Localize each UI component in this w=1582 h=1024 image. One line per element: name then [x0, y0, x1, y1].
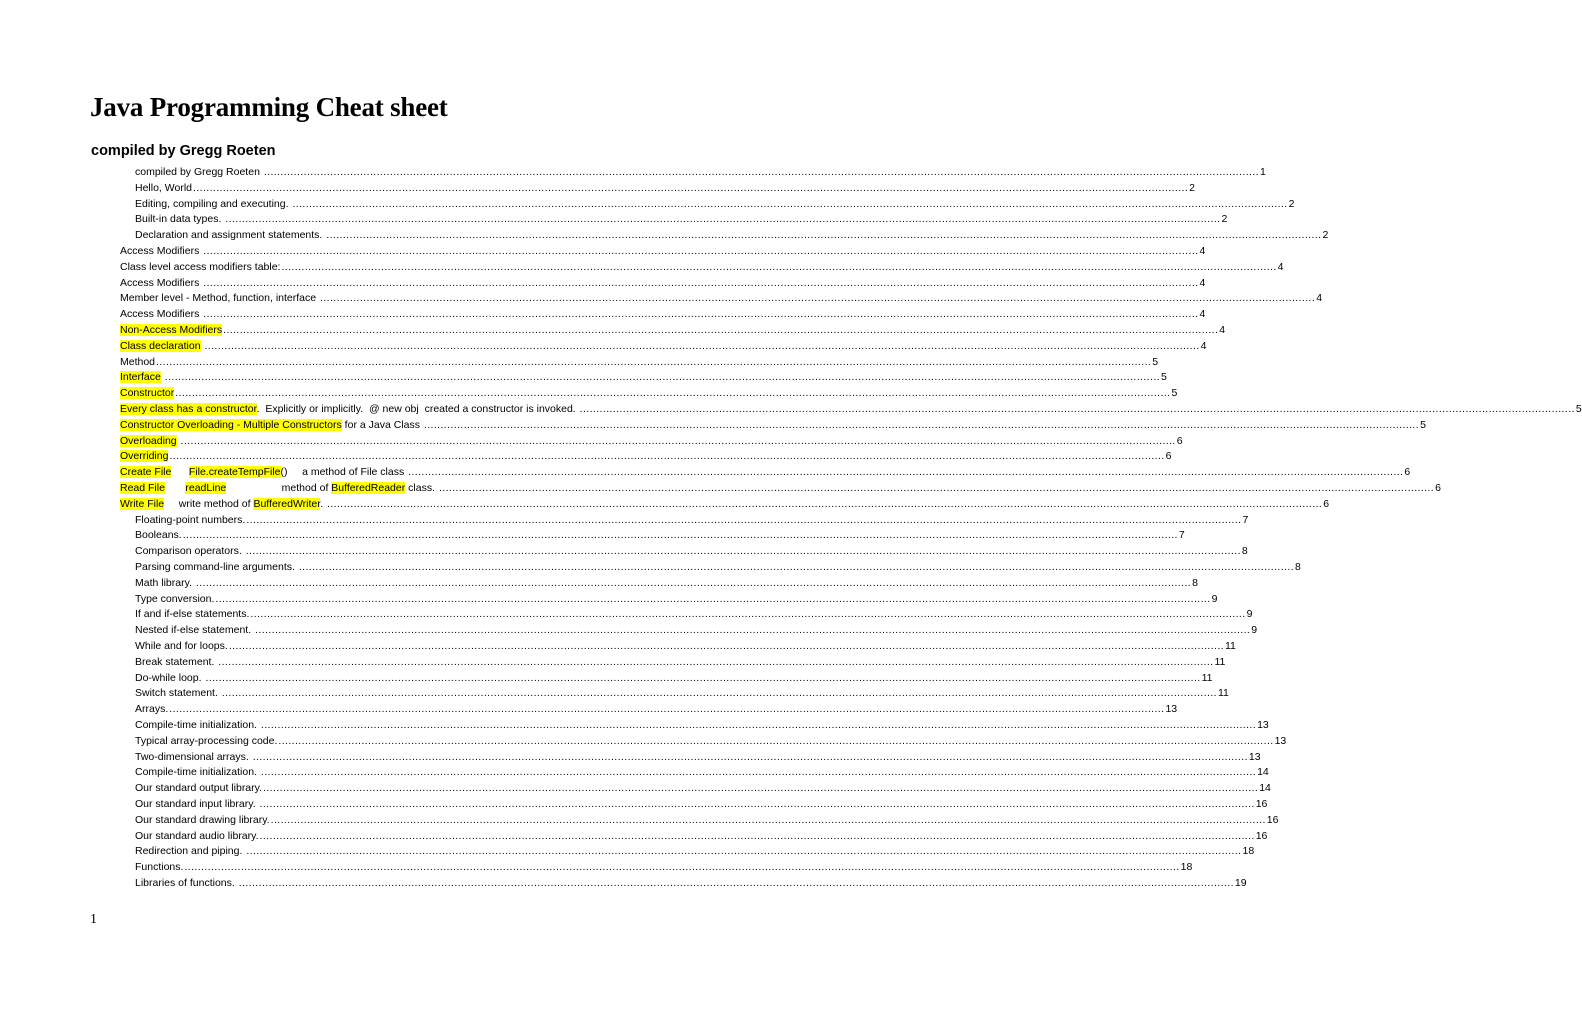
toc-entry-page: 8 — [1192, 576, 1198, 589]
toc-entry-title — [135, 228, 325, 244]
toc-dot-leader: ............................................................................................................................................................................................................................................................................................................ — [438, 482, 1435, 494]
toc-dot-leader: ............................................................................................................................................................................................................................................................................................................ — [238, 877, 1234, 889]
toc-entry-page: 5 — [1152, 355, 1159, 368]
toc-entry-title — [120, 291, 319, 307]
toc-dot-leader: ............................................................................................................................................................................................................................................................................................................ — [260, 766, 1257, 779]
toc-entry-page: 6 — [1323, 497, 1330, 510]
toc-entry-text: Hello, World — [135, 181, 192, 194]
toc-entry-text: Access Modifiers — [120, 308, 203, 321]
toc-dot-leader: ............................................................................................................................................................................................................................................................................................................ — [245, 545, 1241, 558]
toc-entry-title — [135, 181, 192, 197]
toc-entry-text: Our standard input library. — [135, 798, 259, 810]
toc-entry[interactable] — [135, 860, 1193, 876]
toc-entry-page: 13 — [1274, 734, 1287, 747]
toc-dot-leader: ............................................................................................................................................................................................................................................................................................................ — [228, 640, 1224, 652]
toc-entry-page: 5 — [1420, 418, 1426, 431]
toc-entry[interactable] — [120, 323, 1226, 339]
toc-entry-title — [135, 576, 195, 592]
toc-dot-leader: ............................................................................................................................................................................................................................................................................................................ — [156, 355, 1152, 368]
toc-entry-title — [135, 513, 245, 529]
toc-entry-page: 4 — [1199, 308, 1206, 321]
toc-entry[interactable] — [120, 339, 1207, 355]
toc-dot-leader: ............................................................................................................................................................................................................................................................................................................ — [326, 229, 1322, 242]
toc-entry[interactable] — [120, 244, 1206, 260]
toc-entry[interactable] — [120, 370, 1167, 386]
toc-entry[interactable] — [135, 639, 1236, 655]
toc-entry-text: Booleans. — [135, 529, 182, 542]
toc-entry-page: 4 — [1199, 276, 1206, 289]
toc-entry[interactable] — [135, 655, 1226, 671]
toc-entry-page: 2 — [1221, 213, 1228, 226]
toc-dot-leader: ............................................................................................................................................................................................................................................................................................................ — [270, 813, 1266, 826]
toc-entry-page: 5 — [1575, 403, 1582, 415]
toc-entry-highlighted-text: Overloading — [120, 434, 177, 447]
toc-entry-title — [120, 449, 168, 465]
toc-entry-text: class. — [405, 482, 438, 494]
toc-entry-text: Switch statement. — [135, 687, 221, 700]
toc-entry-title — [120, 370, 164, 386]
toc-entry-title — [135, 639, 228, 655]
toc-entry-text: Class level access modifiers table: — [120, 260, 281, 273]
toc-entry-title — [120, 355, 155, 371]
toc-entry-title — [120, 434, 180, 450]
toc-dot-leader: ............................................................................................................................................................................................................................................................................................................ — [252, 750, 1248, 763]
toc-dot-leader: ............................................................................................................................................................................................................................................................................................................ — [278, 734, 1274, 747]
toc-dot-leader: ............................................................................................................................................................................................................................................................................................................ — [175, 387, 1171, 400]
toc-entry-text: Access Modifiers — [120, 245, 203, 257]
toc-entry[interactable] — [135, 197, 1295, 213]
toc-dot-leader: ............................................................................................................................................................................................................................................................................................................ — [255, 624, 1251, 637]
toc-entry-text: Floating-point numbers. — [135, 513, 246, 526]
toc-dot-leader: ............................................................................................................................................................................................................................................................................................................ — [195, 576, 1192, 589]
toc-entry-text: Libraries of functions. — [135, 877, 238, 889]
toc-entry-text: Method — [120, 355, 156, 368]
toc-entry-title — [135, 592, 214, 608]
page-title: Java Programming Cheat sheet — [90, 92, 448, 122]
toc-entry-highlighted-text: BufferedReader — [331, 482, 406, 494]
toc-entry-page: 7 — [1178, 529, 1185, 542]
toc-entry-page: 4 — [1199, 245, 1206, 257]
toc-dot-leader: ............................................................................................................................................................................................................................................................................................................ — [298, 561, 1294, 573]
toc-entry[interactable] — [120, 465, 1411, 481]
toc-entry-text: Access Modifiers — [120, 276, 203, 289]
toc-entry-text — [165, 482, 185, 494]
toc-entry-title — [135, 655, 217, 671]
toc-entry-highlighted-text: Create File — [120, 466, 172, 479]
toc-dot-leader: ............................................................................................................................................................................................................................................................................................................ — [221, 687, 1217, 700]
toc-entry-text: Editing, compiling and executing. — [135, 197, 292, 210]
toc-entry-highlighted-text: Overriding — [120, 450, 169, 463]
toc-entry[interactable] — [135, 576, 1198, 592]
toc-dot-leader: ............................................................................................................................................................................................................................................................................................................ — [408, 466, 1404, 479]
toc-entry-page: 2 — [1189, 181, 1196, 194]
toc-entry-page: 18 — [1242, 845, 1255, 858]
toc-entry-text: Two-dimensional arrays. — [135, 750, 252, 763]
toc-entry[interactable] — [135, 513, 1249, 529]
toc-entry-title — [135, 623, 254, 639]
toc-entry-page: 14 — [1259, 782, 1271, 795]
toc-entry-page: 2 — [1322, 229, 1329, 242]
toc-entry-title — [120, 244, 202, 260]
toc-entry-title — [120, 465, 407, 481]
toc-dot-leader: ............................................................................................................................................................................................................................................................................................................ — [223, 324, 1219, 336]
toc-entry-title — [135, 813, 270, 829]
toc-entry-title — [120, 339, 203, 355]
toc-entry-page: 1 — [1260, 166, 1266, 178]
toc-entry[interactable] — [120, 418, 1426, 434]
toc-entry[interactable] — [120, 497, 1330, 513]
toc-entry[interactable] — [120, 481, 1441, 497]
toc-entry-highlighted-text: Every class has a constructor — [120, 403, 257, 415]
toc-entry-page: 13 — [1165, 703, 1178, 716]
toc-entry-title — [120, 260, 280, 276]
toc-entry-text: Math library. — [135, 576, 195, 589]
toc-entry-highlighted-text: readLine — [185, 482, 227, 494]
page-subtitle: compiled by Gregg Roeten — [91, 143, 276, 159]
toc-entry[interactable] — [135, 165, 1266, 181]
toc-entry[interactable] — [135, 607, 1253, 623]
toc-entry-title — [135, 734, 277, 750]
toc-entry[interactable] — [135, 623, 1258, 639]
toc-entry-text: Break statement. — [135, 655, 218, 668]
toc-entry-text: () a method of File class — [280, 466, 408, 479]
toc-entry-text — [177, 435, 180, 447]
toc-entry[interactable] — [135, 181, 1196, 197]
toc-entry[interactable] — [120, 402, 1582, 418]
toc-entry[interactable] — [135, 781, 1271, 797]
toc-entry-title — [135, 797, 259, 813]
toc-entry-page: 5 — [1171, 387, 1178, 400]
toc-entry-title — [120, 276, 202, 292]
toc-entry-page: 16 — [1255, 798, 1268, 810]
toc-entry-text: Declaration and assignment statements. — [135, 229, 326, 242]
toc-entry-page: 8 — [1241, 545, 1248, 558]
toc-entry-page: 11 — [1214, 655, 1226, 668]
toc-entry-title — [135, 671, 204, 687]
toc-entry-page: 16 — [1266, 813, 1279, 826]
toc-entry-title — [135, 544, 245, 560]
toc-dot-leader: ............................................................................................................................................................................................................................................................................................................ — [169, 450, 1165, 463]
toc-entry-page: 9 — [1246, 608, 1253, 621]
toc-dot-leader: ............................................................................................................................................................................................................................................................................................................ — [263, 166, 1259, 178]
toc-entry-title — [120, 386, 174, 402]
toc-entry[interactable] — [135, 528, 1185, 544]
toc-entry-page: 4 — [1219, 324, 1226, 336]
toc-dot-leader: ............................................................................................................................................................................................................................................................................................................ — [423, 418, 1420, 431]
toc-dot-leader: ............................................................................................................................................................................................................................................................................................................ — [281, 260, 1277, 273]
toc-entry-page: 4 — [1277, 260, 1284, 273]
toc-entry-text: method of — [226, 482, 332, 494]
toc-entry-page: 9 — [1211, 592, 1218, 605]
toc-entry-title — [135, 844, 245, 860]
toc-entry-text: compiled by Gregg Roeten — [135, 166, 263, 178]
toc-dot-leader: ............................................................................................................................................................................................................................................................................................................ — [164, 371, 1160, 384]
toc-entry-text: for a Java Class — [341, 418, 423, 431]
toc-dot-leader: ............................................................................................................................................................................................................................................................................................................ — [260, 719, 1257, 731]
toc-entry-title — [135, 829, 259, 845]
toc-entry-title — [135, 560, 298, 576]
toc-entry-title — [135, 686, 221, 702]
toc-entry-text: Redirection and piping. — [135, 845, 246, 858]
toc-entry-text: Member level - Method, function, interface — [120, 292, 320, 305]
toc-dot-leader: ............................................................................................................................................................................................................................................................................................................ — [203, 308, 1199, 321]
toc-entry-title — [120, 418, 423, 434]
toc-entry-title — [135, 765, 260, 781]
toc-entry-page: 2 — [1288, 197, 1295, 210]
toc-entry-page: 6 — [1176, 434, 1183, 447]
toc-entry-title — [135, 718, 260, 734]
toc-entry-page: 4 — [1200, 339, 1207, 352]
toc-entry-page: 5 — [1160, 371, 1167, 384]
toc-entry-text: While and for loops. — [135, 640, 228, 652]
toc-entry-text: Our standard drawing library. — [135, 813, 270, 826]
toc-entry-page: 4 — [1316, 292, 1323, 305]
toc-entry[interactable] — [120, 449, 1172, 465]
toc-entry[interactable] — [135, 813, 1279, 829]
toc-entry-text: . — [320, 497, 327, 510]
toc-entry-title — [135, 702, 168, 718]
toc-entry[interactable] — [135, 734, 1287, 750]
toc-dot-leader: ............................................................................................................................................................................................................................................................................................................ — [203, 245, 1199, 257]
toc-dot-leader: ............................................................................................................................................................................................................................................................................................................ — [218, 655, 1214, 668]
toc-entry-highlighted-text: Class declaration — [120, 339, 201, 352]
toc-entry[interactable] — [120, 386, 1178, 402]
toc-dot-leader: ............................................................................................................................................................................................................................................................................................................ — [169, 703, 1165, 716]
toc-dot-leader: ............................................................................................................................................................................................................................................................................................................ — [259, 798, 1255, 810]
toc-entry-title — [135, 750, 252, 766]
toc-dot-leader: ............................................................................................................................................................................................................................................................................................................ — [225, 213, 1221, 226]
toc-dot-leader: ............................................................................................................................................................................................................................................................................................................ — [327, 497, 1323, 510]
toc-entry-page: 19 — [1234, 877, 1247, 889]
toc-dot-leader: ............................................................................................................................................................................................................................................................................................................ — [259, 829, 1255, 842]
toc-entry-text: Compile-time initialization. — [135, 766, 260, 779]
toc-entry-highlighted-text: Non-Access Modifiers — [120, 324, 223, 336]
toc-entry[interactable] — [135, 765, 1269, 781]
toc-dot-leader: ............................................................................................................................................................................................................................................................................................................ — [193, 181, 1189, 194]
toc-entry-title — [135, 607, 249, 623]
toc-entry-text: . Explicitly or implicitly. @ new obj created a constructor is invoked. — [256, 403, 579, 415]
toc-entry[interactable] — [135, 212, 1228, 228]
toc-entry-title — [120, 402, 579, 418]
toc-entry[interactable] — [120, 291, 1323, 307]
toc-entry-page: 6 — [1165, 450, 1172, 463]
toc-entry-title — [135, 860, 183, 876]
toc-entry-text: Comparison operators. — [135, 545, 245, 558]
toc-entry[interactable] — [135, 797, 1268, 813]
toc-entry-title — [135, 165, 263, 181]
toc-entry[interactable] — [135, 686, 1229, 702]
toc-entry-page: 11 — [1217, 687, 1229, 700]
toc-entry-page: 7 — [1242, 513, 1249, 526]
toc-dot-leader: ............................................................................................................................................................................................................................................................................................................ — [215, 592, 1211, 605]
toc-entry-text: Type conversion. — [135, 592, 215, 605]
toc-entry-text — [171, 466, 189, 478]
toc-entry-page: 8 — [1295, 561, 1301, 573]
toc-entry-highlighted-text: Interface — [120, 371, 161, 384]
toc-dot-leader: ............................................................................................................................................................................................................................................................................................................ — [250, 608, 1246, 621]
toc-entry[interactable] — [135, 560, 1301, 576]
toc-entry-highlighted-text: Write File — [120, 497, 165, 510]
page-number: 1 — [90, 912, 97, 927]
toc-dot-leader: ............................................................................................................................................................................................................................................................................................................ — [184, 861, 1180, 874]
toc-entry-text: Our standard audio library. — [135, 829, 259, 842]
toc-dot-leader: ............................................................................................................................................................................................................................................................................................................ — [246, 845, 1242, 858]
toc-entry-page: 6 — [1435, 482, 1441, 494]
toc-entry-title — [120, 481, 438, 497]
toc-entry[interactable] — [120, 355, 1159, 371]
toc-entry-text: Nested if-else statement. — [135, 624, 255, 637]
toc-entry-highlighted-text: File.createTempFile — [188, 466, 281, 479]
toc-entry-text: Typical array-processing code. — [135, 734, 278, 747]
toc-entry-text: Functions. — [135, 861, 184, 874]
toc-dot-leader: ............................................................................................................................................................................................................................................................................................................ — [180, 434, 1176, 447]
toc-entry[interactable] — [135, 671, 1213, 687]
toc-entry[interactable] — [135, 750, 1261, 766]
toc-entry-text: If and if-else statements. — [135, 608, 250, 621]
toc-entry-text: Compile-time initialization. — [135, 719, 260, 731]
toc-entry[interactable] — [135, 702, 1178, 718]
toc-entry-page: 9 — [1251, 624, 1258, 637]
toc-entry[interactable] — [120, 276, 1206, 292]
toc-entry[interactable] — [135, 876, 1247, 892]
toc-entry-title — [135, 528, 182, 544]
toc-entry[interactable] — [135, 844, 1255, 860]
toc-entry-text: Do-while loop. — [135, 671, 205, 684]
toc-entry-text: Parsing command-line arguments. — [135, 561, 298, 573]
toc-dot-leader: ............................................................................................................................................................................................................................................................................................................ — [263, 782, 1259, 795]
toc-entry[interactable] — [135, 829, 1268, 845]
toc-dot-leader: ............................................................................................................................................................................................................................................................................................................ — [204, 339, 1200, 352]
toc-entry-highlighted-text: Read File — [120, 482, 165, 494]
toc-dot-leader: ............................................................................................................................................................................................................................................................................................................ — [182, 529, 1178, 542]
toc-entry-page: 11 — [1224, 640, 1236, 652]
toc-entry-highlighted-text: Constructor — [120, 387, 175, 400]
toc-entry-text — [201, 340, 204, 352]
toc-entry-page: 14 — [1257, 766, 1269, 779]
toc-entry-page: 6 — [1404, 466, 1411, 479]
toc-entry-title — [135, 212, 224, 228]
toc-entry-page: 13 — [1257, 719, 1269, 731]
toc-entry[interactable] — [135, 544, 1248, 560]
toc-entry-text: Our standard output library. — [135, 782, 263, 795]
toc-dot-leader: ............................................................................................................................................................................................................................................................................................................ — [205, 671, 1201, 684]
toc-entry-text: write method of — [164, 497, 254, 510]
toc-dot-leader: ............................................................................................................................................................................................................................................................................................................ — [579, 403, 1575, 415]
toc-dot-leader: ............................................................................................................................................................................................................................................................................................................ — [320, 292, 1316, 305]
toc-entry-title — [135, 876, 238, 892]
toc-entry-highlighted-text: Constructor Overloading - Multiple Constructors — [120, 418, 342, 431]
toc-entry-page: 16 — [1255, 829, 1268, 842]
toc-entry-title — [120, 323, 222, 339]
toc-entry-page: 18 — [1180, 861, 1193, 874]
toc-dot-leader: ............................................................................................................................................................................................................................................................................................................ — [203, 276, 1199, 289]
toc-entry-title — [135, 781, 262, 797]
toc-entry-title — [135, 197, 291, 213]
toc-entry[interactable] — [135, 592, 1218, 608]
toc-dot-leader: ............................................................................................................................................................................................................................................................................................................ — [292, 197, 1288, 210]
toc-entry-text — [161, 371, 164, 383]
toc-entry[interactable] — [120, 434, 1183, 450]
toc-entry-title — [120, 307, 202, 323]
toc-entry-text: Built-in data types. — [135, 213, 225, 226]
toc-entry[interactable] — [120, 307, 1206, 323]
toc-entry-text: Arrays. — [135, 703, 169, 716]
toc-entry-highlighted-text: BufferedWriter — [253, 497, 321, 510]
toc-entry[interactable] — [135, 228, 1329, 244]
toc-entry-page: 13 — [1248, 750, 1261, 763]
toc-entry-page: 11 — [1201, 671, 1213, 684]
toc-dot-leader: ............................................................................................................................................................................................................................................................................................................ — [246, 513, 1242, 526]
toc-entry[interactable] — [135, 718, 1269, 734]
toc-entry-title — [120, 497, 326, 513]
toc-entry[interactable] — [120, 260, 1284, 276]
